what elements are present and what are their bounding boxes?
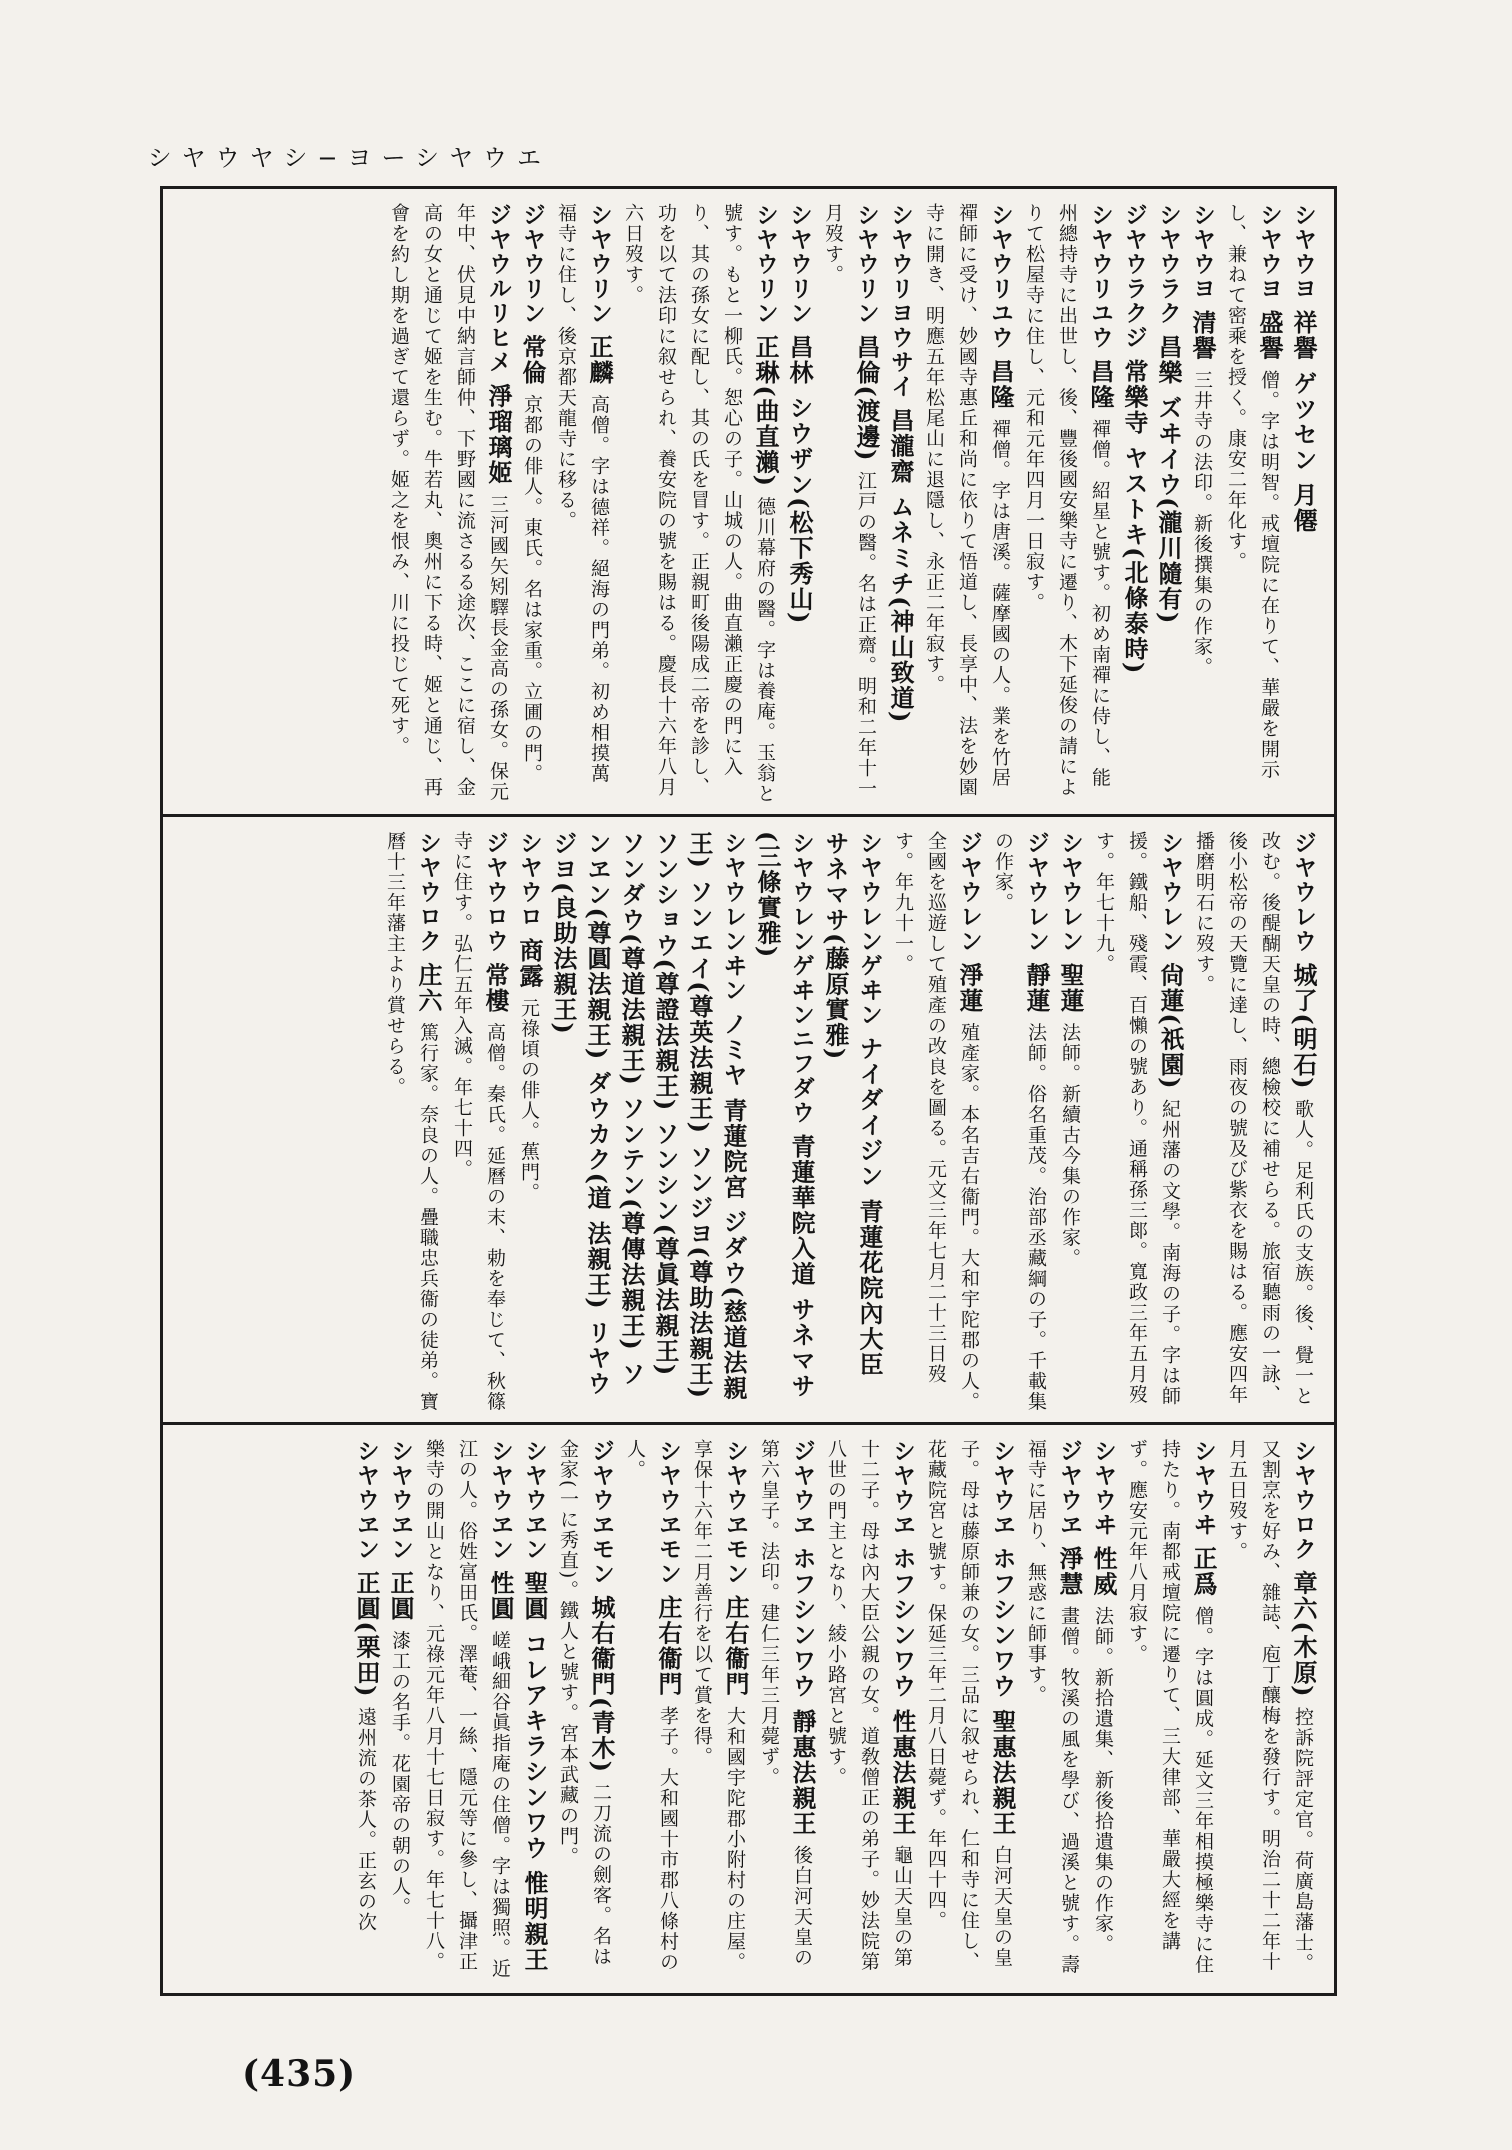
dictionary-entry bbox=[1086, 1439, 1120, 1983]
dictionary-entry bbox=[1053, 831, 1087, 1412]
entry-reading: シヤウロ bbox=[516, 831, 542, 929]
entry-name: 聖圓 bbox=[520, 1570, 549, 1622]
entry-reading: シヤウリン bbox=[752, 203, 778, 326]
entry-description: 三井寺の法印。新後撰集の作家。 bbox=[1191, 369, 1213, 678]
entry-description: 嵯峨細谷眞指庵の住僧。字は獨照。近江の人。俗姓富田氏。澤菴、一絲、隱元等に參し、攝津正樂寺の開山となり、元祿元年八月十七日寂す。年七十八。 bbox=[423, 1439, 511, 1979]
entry-reading: シヤウヨ bbox=[1290, 203, 1316, 301]
entry-name: 正圓(栗田) bbox=[352, 1570, 381, 1699]
entry-cross-reference: ヤストキ(北條泰時) bbox=[1120, 435, 1149, 675]
entry-cross-reference: ナイダイジン 青蓮花院內大臣 サネマサ(藤原實雅) bbox=[821, 831, 884, 1378]
entry-reading: シヤウリン bbox=[853, 203, 879, 326]
entry-reading: ジヤウヱモン bbox=[588, 1439, 614, 1586]
dictionary-entry bbox=[349, 1439, 383, 1983]
dictionary-entry bbox=[782, 203, 816, 804]
entry-reading: ジヤウヱ bbox=[1056, 1439, 1082, 1537]
entry-name: 靜蓮 bbox=[1022, 962, 1051, 1014]
entry-reading: シヤウヱ bbox=[889, 1439, 915, 1537]
entry-name: 商露 bbox=[515, 937, 544, 989]
entry-reading: シヤウレンヰン bbox=[720, 831, 746, 1003]
entry-reading: シヤウレン bbox=[1057, 831, 1083, 954]
entry-name: 昌瀧齋 bbox=[886, 407, 915, 485]
dictionary-entry bbox=[1185, 203, 1219, 804]
entry-cross-reference: ホフシンワウ 靜惠法親王 bbox=[788, 1545, 817, 1837]
entry-reading: シヤウヱ bbox=[989, 1439, 1015, 1537]
dictionary-entry bbox=[986, 831, 1053, 1412]
entry-description: 殖產家。本名吉右衞門。大和宇陀郡の人。全國を巡遊して殖產の改良を圖る。元文三年七月二十三日歿す。年九十一。 bbox=[892, 831, 980, 1412]
entry-description: 禪僧。紹星と號す。初め南禪に侍し、能州總持寺に出世し、後、豐後國安樂寺に遷り、木下延俊の請によりて松屋寺に住し、元和元年四月一日寂す。 bbox=[1023, 203, 1111, 798]
entry-description: 歌人。足利氏の支族。後、覺一と改む。後醍醐天皇の時、總檢校に補せらる。旅宿聽雨の一詠、後小松帝の天覽に達し、雨夜の號及び紫衣を賜はる。應安四年播磨明石に歿す。 bbox=[1193, 831, 1314, 1407]
page-frame bbox=[160, 186, 1337, 1996]
entry-description: 孝子。大和國十市郡八條村の人。 bbox=[624, 1439, 679, 1973]
dictionary-entry bbox=[1087, 831, 1187, 1412]
entry-description: 京都の俳人。東氏。名は家重。立圃の門。 bbox=[521, 394, 543, 784]
dictionary-entry bbox=[819, 1439, 919, 1983]
entry-reading: シヤウロク bbox=[1290, 1439, 1316, 1562]
entry-description: 高僧。秦氏。延曆の末、勅を奉じて、秋篠寺に住す。弘仁五年入滅。年七十四。 bbox=[451, 831, 506, 1412]
entry-name: 盛譽 bbox=[1255, 309, 1284, 361]
entry-name: 城了(明石) bbox=[1289, 962, 1318, 1091]
dictionary-entry bbox=[1220, 1439, 1320, 1983]
dictionary-entry bbox=[382, 203, 515, 804]
page-number: (435) bbox=[242, 2053, 357, 2095]
entry-cross-reference: ゲツセン 月僊 bbox=[1289, 360, 1318, 534]
entry-description: 高僧。字は德祥。絕海の門弟。初め相摸萬福寺に住し、後京都天龍寺に移る。 bbox=[555, 203, 610, 784]
entry-band-3 bbox=[163, 1425, 1334, 1993]
entry-name: 正圓 bbox=[386, 1570, 415, 1622]
dictionary-entry bbox=[1187, 831, 1320, 1412]
entry-description: 僧。字は圓成。延文三年相摸極樂寺に住持たり。南都戒壇院に遷りて、三大律部、華嚴大經を講ず。應安元年八月寂す。 bbox=[1126, 1439, 1214, 1975]
entry-name: 昌樂 bbox=[1154, 334, 1183, 386]
dictionary-entry bbox=[1219, 203, 1286, 804]
entry-description: 紀州藩の文學。南海の子。字は師援。鐵船、殘霞、百懶の號あり。通稱孫三郞。寬政三年五月歿す。年七十九。 bbox=[1093, 831, 1181, 1407]
entry-description: 篤行家。奈良の人。疊職忠兵衞の徒弟。寶曆十三年藩主より賞せらる。 bbox=[384, 831, 439, 1412]
entry-name: 庄六 bbox=[414, 962, 443, 1014]
entry-reading: シヤウヱン bbox=[521, 1439, 547, 1562]
entry-name: 昌隆 bbox=[986, 358, 1015, 410]
entry-description: 元祿頃の俳人。蕉門。 bbox=[518, 997, 540, 1203]
dictionary-entry bbox=[383, 1439, 417, 1983]
dictionary-entry bbox=[917, 203, 1017, 804]
entry-cross-reference: 青蓮華院入道 サネマサ(三條實雅) bbox=[753, 831, 816, 1399]
dictionary-entry bbox=[1117, 203, 1151, 804]
entry-reading: ジヤウルリヒメ bbox=[485, 203, 511, 375]
entry-reading: ジヤウレン bbox=[1023, 831, 1049, 954]
entry-name: 性威 bbox=[1089, 1545, 1118, 1597]
dictionary-entry bbox=[618, 1439, 685, 1983]
entry-description: 漆工の名手。花園帝の朝の人。 bbox=[389, 1630, 411, 1918]
dictionary-entry bbox=[685, 1439, 752, 1983]
dictionary-entry bbox=[883, 203, 917, 804]
entry-description: 後白河天皇の第六皇子。法印。建仁三年三月薨ず。 bbox=[758, 1439, 813, 1968]
dictionary-entry bbox=[818, 831, 886, 1412]
dictionary-entry bbox=[378, 831, 445, 1412]
entry-reading: シヤウリン bbox=[786, 203, 812, 326]
entry-cross-reference: コレアキラシンワウ 惟明親王 bbox=[520, 1621, 549, 1973]
entry-name: 常樂寺 bbox=[1120, 358, 1149, 436]
entry-cross-reference: ホフシンワウ 性惠法親王 bbox=[888, 1545, 917, 1837]
entry-reading: シヤウリン bbox=[586, 203, 612, 326]
entry-description: 僧。字は明智。戒壇院に在りて、華嚴を開示し、兼ねて密乘を授く。康安二年化す。 bbox=[1225, 203, 1280, 780]
dictionary-entry bbox=[546, 831, 750, 1412]
entry-reading: ジヤウラクジ bbox=[1121, 203, 1147, 350]
entry-name: 庄右衞門 bbox=[654, 1594, 683, 1697]
entry-description: 控訴院評定官。荷廣島藩士。又割烹を好み、雜誌、庖丁釀梅を發行す。明治二十二年十月五日歿す。 bbox=[1226, 1439, 1314, 1974]
entry-name: 昌林 bbox=[785, 334, 814, 386]
entry-name: 昌倫(渡邊) bbox=[852, 334, 881, 463]
entry-reading: シヤウリユウ bbox=[987, 203, 1013, 350]
entry-reading: シヤウヰ bbox=[1090, 1439, 1116, 1537]
entry-name: 聖蓮 bbox=[1056, 962, 1085, 1014]
entry-reading: ジヤウヱ bbox=[789, 1439, 815, 1537]
entry-description: 江戸の醫。名は正齋。明和二年十一月歿す。 bbox=[822, 203, 877, 799]
entry-reading: シヤウヱン bbox=[387, 1439, 413, 1562]
entry-reading: シヤウレンゲヰンニフダウ bbox=[788, 831, 814, 1125]
entry-description: 大和國宇陀郡小附村の庄屋。享保十六年二月善行を以て賞を得。 bbox=[691, 1439, 746, 1973]
dictionary-entry bbox=[445, 831, 512, 1412]
entry-columns bbox=[177, 831, 1320, 1412]
dictionary-entry bbox=[1120, 1439, 1220, 1983]
entry-name: 祥譽 bbox=[1289, 309, 1318, 361]
entry-description: 白河天皇の皇子。母は藤原師兼の女。三品に叙せられ、仁和寺に住し、花藏院宮と號す。保延三年二月八日薨ず。年四十四。 bbox=[925, 1439, 1013, 1972]
entry-cross-reference: ホフシンワウ 聖惠法親王 bbox=[988, 1545, 1017, 1837]
dictionary-entry bbox=[549, 203, 616, 804]
entry-name: 章六(木原) bbox=[1289, 1570, 1318, 1699]
entry-name: 性圓 bbox=[486, 1570, 515, 1622]
dictionary-entry bbox=[1151, 203, 1185, 804]
entry-reading: シヤウヰ bbox=[1190, 1439, 1216, 1537]
dictionary-entry bbox=[886, 831, 986, 1412]
entry-description: 法師。俗名重茂。治部丞藏綱の子。千載集の作家。 bbox=[992, 831, 1047, 1412]
entry-name: 正琳(曲直瀨) bbox=[751, 334, 780, 488]
running-header: シヤウヤシ−ヨーシヤウエ bbox=[147, 144, 551, 172]
entry-name: 淨慧 bbox=[1055, 1545, 1084, 1597]
entry-name: 清譽 bbox=[1188, 309, 1217, 361]
dictionary-entry bbox=[551, 1439, 618, 1983]
entry-cross-reference: ノミヤ 青蓮院宮 ジダウ(慈道法親王) ソンエイ(尊英法親王) ソンジヨ(尊助法親王) ソンショウ(尊證法親王) ソンシン(尊眞法親王) ソンダウ(尊道法親王) ソンテン(尊傳法親王) ソンヱン(尊圓法親王) ダウカク(道 法親王) リヤウジヨ(良助法親王) bbox=[549, 831, 748, 1401]
entry-description: 二刀流の劍客。名は金家(一に秀直)。鐵人と號す。宮本武藏の門。 bbox=[557, 1439, 612, 1967]
entry-reading: シヤウヨ bbox=[1256, 203, 1282, 301]
entry-reading: シヤウヱン bbox=[353, 1439, 379, 1562]
entry-reading: シヤウレン bbox=[1157, 831, 1183, 954]
entry-name: 昌隆 bbox=[1086, 358, 1115, 410]
entry-description: 禪僧。字は唐溪。薩摩國の人。業を竹居禪師に受け、妙國寺惠丘和尚に依りて悟道し、長享中、法を妙園寺に開き、明應五年松尾山に退隱し、永正二年寂す。 bbox=[923, 203, 1011, 798]
dictionary-entry bbox=[1019, 1439, 1086, 1983]
entry-description: 德川幕府の醫。字は養庵。玉翁と號す。もと一柳氏。恕心の子。山城の人。曲直瀨正慶の門に入り、其の孫女に配し、其の氏を冒す。正親町後陽成二帝を診し、功を以て法印に叙せられ、養安院の號を賜はる。慶長十六年八月六日歿す。 bbox=[622, 203, 776, 804]
dictionary-entry bbox=[919, 1439, 1019, 1983]
entry-description: 遠州流の茶人。正玄の次 bbox=[355, 1706, 377, 1933]
entry-reading: シヤウヱン bbox=[487, 1439, 513, 1562]
entry-description: 三河國矢矧驛長金高の孫女。保元年中、伏見中納言師仲、下野國に流さるる途次、ここに宿し、金高の女と通じて姬を生む。牛若丸、奧州に下る時、姬と通じ、再會を約し期を過ぎて還らず。姬之を恨み、川に投じて死す。 bbox=[388, 203, 509, 802]
entry-cross-reference: ムネミチ(神山致道) bbox=[886, 484, 915, 724]
entry-reading: シヤウヱモン bbox=[655, 1439, 681, 1586]
entry-description: 畫僧。牧溪の風を學び、過溪と號す。壽福寺に居り、無惑に師事す。 bbox=[1025, 1439, 1080, 1975]
entry-reading: ジヤウリン bbox=[519, 203, 545, 326]
dictionary-entry bbox=[512, 831, 546, 1412]
entry-description: 法師。新拾遺集、新後拾遺集の作家。 bbox=[1092, 1605, 1114, 1955]
entry-columns bbox=[177, 203, 1320, 804]
entry-name: 尙蓮(祇園) bbox=[1156, 962, 1185, 1091]
entry-name: 淨蓮 bbox=[955, 962, 984, 1014]
entry-reading: シヤウヨ bbox=[1189, 203, 1215, 301]
entry-name: 庄右衞門 bbox=[721, 1594, 750, 1697]
dictionary-entry bbox=[752, 1439, 819, 1983]
dictionary-entry bbox=[616, 203, 782, 804]
dictionary-entry bbox=[515, 203, 549, 804]
entry-columns bbox=[177, 1439, 1320, 1983]
entry-name: 常樓 bbox=[481, 962, 510, 1014]
dictionary-entry bbox=[750, 831, 818, 1412]
entry-reading: シヤウリユウ bbox=[1087, 203, 1113, 350]
entry-band-1 bbox=[163, 189, 1334, 817]
entry-reading: ジヤウレン bbox=[956, 831, 982, 954]
entry-reading: シヤウレンゲヰン bbox=[856, 831, 882, 1027]
entry-cross-reference: ズヰイウ(瀧川隨有) bbox=[1154, 385, 1183, 625]
entry-reading: シヤウラク bbox=[1155, 203, 1181, 326]
entry-reading: シヤウロク bbox=[415, 831, 441, 954]
dictionary-entry bbox=[517, 1439, 551, 1983]
entry-description: 法師。新續古今集の作家。 bbox=[1059, 1022, 1081, 1269]
dictionary-entry bbox=[1286, 203, 1320, 804]
entry-name: 城右衞門(青木) bbox=[587, 1594, 616, 1774]
entry-band-2 bbox=[163, 817, 1334, 1425]
entry-reading: ジヤウレウ bbox=[1290, 831, 1316, 954]
entry-name: 正爲 bbox=[1189, 1545, 1218, 1597]
dictionary-entry bbox=[417, 1439, 517, 1983]
entry-cross-reference: シウザン(松下秀山) bbox=[785, 385, 814, 625]
entry-name: 淨瑠璃姬 bbox=[484, 383, 513, 486]
entry-reading: シヤウヱモン bbox=[722, 1439, 748, 1586]
entry-name: 常倫 bbox=[518, 334, 547, 386]
dictionary-entry bbox=[816, 203, 883, 804]
dictionary-entry bbox=[1017, 203, 1117, 804]
entry-name: 正麟 bbox=[585, 334, 614, 386]
entry-description: 龜山天皇の第十二子。母は內大臣公親の女。道敎僧正の弟子。妙法院第八世の門主となり、綾小路宮と號す。 bbox=[825, 1439, 913, 1972]
entry-reading: ジヤウロウ bbox=[482, 831, 508, 954]
entry-reading: シヤウリヨウサイ bbox=[887, 203, 913, 399]
